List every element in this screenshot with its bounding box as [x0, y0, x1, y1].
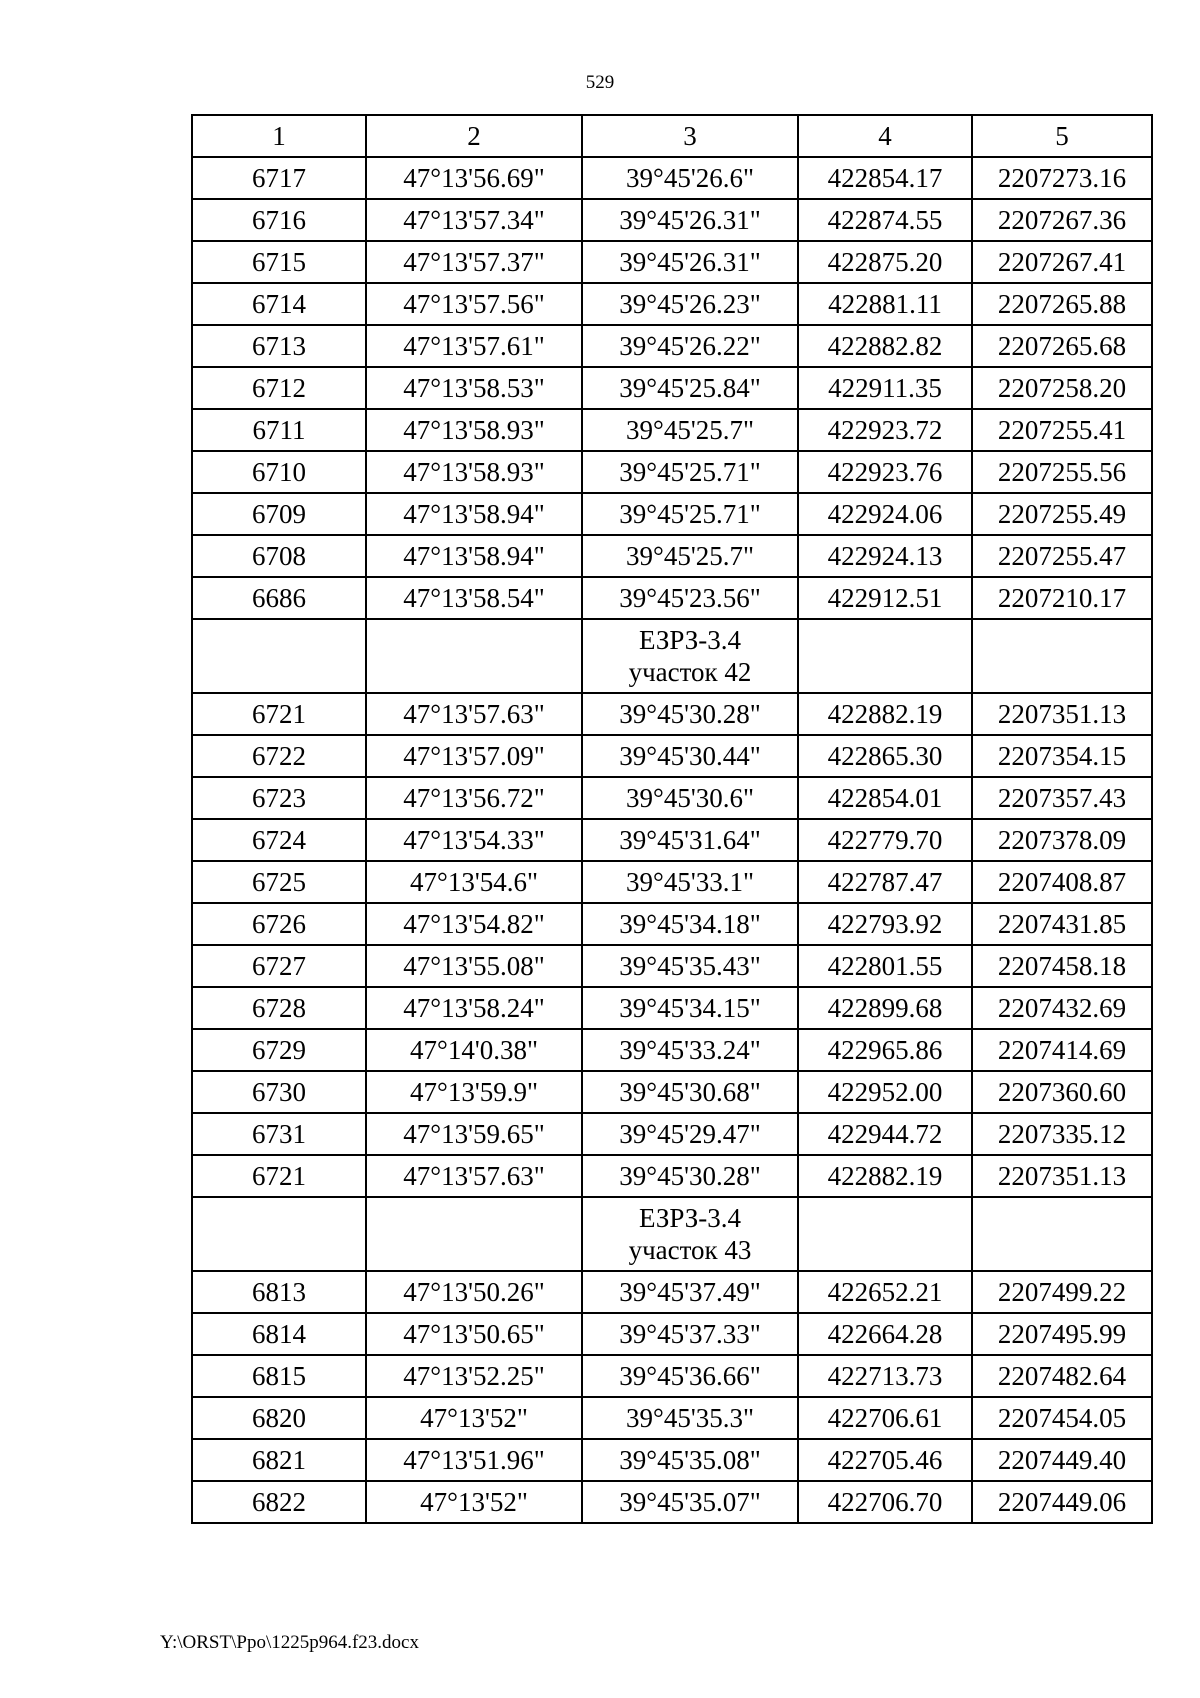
table-cell-col-3: 39°45'25.7" — [582, 535, 798, 577]
table-cell-col-5: 2207495.99 — [972, 1313, 1152, 1355]
footer-file-path: Y:\ORST\Ppo\1225p964.f23.docx — [160, 1632, 419, 1653]
table-cell-col-5: 2207449.06 — [972, 1481, 1152, 1523]
table-cell-col-4: 422713.73 — [798, 1355, 972, 1397]
table-cell-col-5: 2207273.16 — [972, 157, 1152, 199]
table-cell-col-3: 39°45'35.43" — [582, 945, 798, 987]
table-cell-col-2: 47°13'54.33" — [366, 819, 582, 861]
table-cell-col-2: 47°13'57.61" — [366, 325, 582, 367]
table-body — [192, 157, 1152, 1523]
table-cell-col-5: 2207255.49 — [972, 493, 1152, 535]
table-row — [192, 693, 1152, 735]
table-cell-col-4: 422965.86 — [798, 1029, 972, 1071]
header-cell-5: 5 — [972, 115, 1152, 157]
table-row — [192, 1439, 1152, 1481]
empty-cell — [366, 619, 582, 693]
table-cell-col-2: 47°13'57.37" — [366, 241, 582, 283]
table-cell-col-5: 2207255.41 — [972, 409, 1152, 451]
empty-cell — [798, 1197, 972, 1271]
table-cell-col-3: 39°45'35.07" — [582, 1481, 798, 1523]
section-label-cell — [582, 1197, 798, 1271]
table-cell-col-3: 39°45'23.56" — [582, 577, 798, 619]
table-cell-col-2: 47°13'54.6" — [366, 861, 582, 903]
empty-cell — [366, 1197, 582, 1271]
section-header-row — [192, 619, 1152, 693]
section-header-row — [192, 1197, 1152, 1271]
table-cell-col-3: 39°45'30.6" — [582, 777, 798, 819]
table-cell-col-4: 422924.13 — [798, 535, 972, 577]
empty-cell — [972, 1197, 1152, 1271]
table-cell-col-2: 47°13'57.63" — [366, 1155, 582, 1197]
table-cell-col-1: 6716 — [192, 199, 366, 241]
table-cell-col-2: 47°13'58.93" — [366, 451, 582, 493]
page-number: 529 — [585, 72, 615, 93]
table-cell-col-4: 422875.20 — [798, 241, 972, 283]
table-cell-col-4: 422899.68 — [798, 987, 972, 1029]
empty-cell — [798, 619, 972, 693]
table-cell-col-1: 6820 — [192, 1397, 366, 1439]
table-cell-col-5: 2207351.13 — [972, 693, 1152, 735]
table-cell-col-3: 39°45'34.15" — [582, 987, 798, 1029]
table-cell-col-5: 2207449.40 — [972, 1439, 1152, 1481]
table-cell-col-1: 6724 — [192, 819, 366, 861]
table-cell-col-2: 47°13'56.72" — [366, 777, 582, 819]
table-cell-col-5: 2207408.87 — [972, 861, 1152, 903]
table-row — [192, 1113, 1152, 1155]
table-cell-col-4: 422705.46 — [798, 1439, 972, 1481]
table-cell-col-2: 47°13'59.65" — [366, 1113, 582, 1155]
table-row — [192, 451, 1152, 493]
table-row — [192, 1313, 1152, 1355]
table-cell-col-5: 2207378.09 — [972, 819, 1152, 861]
table-row — [192, 1355, 1152, 1397]
table-cell-col-4: 422706.61 — [798, 1397, 972, 1439]
table-cell-col-1: 6721 — [192, 1155, 366, 1197]
table-cell-col-5: 2207458.18 — [972, 945, 1152, 987]
table-cell-col-3: 39°45'30.68" — [582, 1071, 798, 1113]
table-cell-col-2: 47°13'57.34" — [366, 199, 582, 241]
table-cell-col-1: 6711 — [192, 409, 366, 451]
table-cell-col-3: 39°45'30.44" — [582, 735, 798, 777]
table-cell-col-4: 422854.01 — [798, 777, 972, 819]
table-cell-col-3: 39°45'33.24" — [582, 1029, 798, 1071]
table-cell-col-5: 2207267.36 — [972, 199, 1152, 241]
table-row — [192, 945, 1152, 987]
table-cell-col-3: 39°45'31.64" — [582, 819, 798, 861]
section-label-cell — [582, 619, 798, 693]
table-cell-col-4: 422923.76 — [798, 451, 972, 493]
table-cell-col-1: 6815 — [192, 1355, 366, 1397]
table-cell-col-3: 39°45'37.33" — [582, 1313, 798, 1355]
table-row — [192, 283, 1152, 325]
table-row — [192, 777, 1152, 819]
table-cell-col-4: 422779.70 — [798, 819, 972, 861]
table-cell-col-5: 2207255.56 — [972, 451, 1152, 493]
table-cell-col-1: 6712 — [192, 367, 366, 409]
table-cell-col-3: 39°45'34.18" — [582, 903, 798, 945]
table-cell-col-5: 2207335.12 — [972, 1113, 1152, 1155]
table-cell-col-2: 47°13'58.94" — [366, 493, 582, 535]
table-cell-col-2: 47°13'57.63" — [366, 693, 582, 735]
table-cell-col-4: 422952.00 — [798, 1071, 972, 1113]
section-zone-label: ЕЗРЗ-3.4 — [639, 1203, 741, 1233]
section-plot-label: участок 42 — [628, 657, 752, 687]
table-cell-col-5: 2207267.41 — [972, 241, 1152, 283]
table-cell-col-2: 47°13'58.53" — [366, 367, 582, 409]
table-cell-col-2: 47°13'55.08" — [366, 945, 582, 987]
table-cell-col-1: 6715 — [192, 241, 366, 283]
table-cell-col-4: 422787.47 — [798, 861, 972, 903]
table-cell-col-1: 6821 — [192, 1439, 366, 1481]
table-cell-col-1: 6686 — [192, 577, 366, 619]
table-cell-col-1: 6822 — [192, 1481, 366, 1523]
table-cell-col-5: 2207357.43 — [972, 777, 1152, 819]
table-cell-col-3: 39°45'33.1" — [582, 861, 798, 903]
table-cell-col-5: 2207351.13 — [972, 1155, 1152, 1197]
table-cell-col-2: 47°13'50.26" — [366, 1271, 582, 1313]
header-cell-4: 4 — [798, 115, 972, 157]
table-cell-col-5: 2207210.17 — [972, 577, 1152, 619]
table-row — [192, 819, 1152, 861]
table-cell-col-5: 2207482.64 — [972, 1355, 1152, 1397]
table-cell-col-3: 39°45'30.28" — [582, 1155, 798, 1197]
table-cell-col-1: 6714 — [192, 283, 366, 325]
coordinates-table — [191, 114, 1153, 1524]
table-cell-col-4: 422924.06 — [798, 493, 972, 535]
table-cell-col-4: 422801.55 — [798, 945, 972, 987]
table-row — [192, 493, 1152, 535]
table-cell-col-1: 6722 — [192, 735, 366, 777]
table-cell-col-1: 6727 — [192, 945, 366, 987]
table-cell-col-4: 422874.55 — [798, 199, 972, 241]
table-cell-col-5: 2207354.15 — [972, 735, 1152, 777]
table-cell-col-2: 47°13'56.69" — [366, 157, 582, 199]
table-cell-col-3: 39°45'35.08" — [582, 1439, 798, 1481]
table-cell-col-3: 39°45'26.22" — [582, 325, 798, 367]
table-cell-col-2: 47°13'52" — [366, 1481, 582, 1523]
table-cell-col-4: 422706.70 — [798, 1481, 972, 1523]
table-cell-col-1: 6723 — [192, 777, 366, 819]
table-cell-col-3: 39°45'26.23" — [582, 283, 798, 325]
table-cell-col-3: 39°45'26.6" — [582, 157, 798, 199]
table-cell-col-4: 422882.19 — [798, 1155, 972, 1197]
table-cell-col-5: 2207255.47 — [972, 535, 1152, 577]
header-cell-3: 3 — [582, 115, 798, 157]
table-row — [192, 157, 1152, 199]
table-row — [192, 367, 1152, 409]
table-cell-col-2: 47°13'50.65" — [366, 1313, 582, 1355]
table-cell-col-1: 6728 — [192, 987, 366, 1029]
section-plot-label: участок 43 — [628, 1235, 752, 1265]
table-cell-col-5: 2207454.05 — [972, 1397, 1152, 1439]
table-cell-col-2: 47°14'0.38" — [366, 1029, 582, 1071]
header-cell-1: 1 — [192, 115, 366, 157]
table-cell-col-2: 47°13'57.56" — [366, 283, 582, 325]
table-cell-col-3: 39°45'37.49" — [582, 1271, 798, 1313]
table-cell-col-1: 6731 — [192, 1113, 366, 1155]
table-cell-col-1: 6710 — [192, 451, 366, 493]
table-row — [192, 325, 1152, 367]
table-cell-col-4: 422912.51 — [798, 577, 972, 619]
table-cell-col-2: 47°13'58.54" — [366, 577, 582, 619]
table-cell-col-1: 6709 — [192, 493, 366, 535]
table-row — [192, 535, 1152, 577]
table-row — [192, 199, 1152, 241]
table-cell-col-1: 6713 — [192, 325, 366, 367]
table-cell-col-2: 47°13'57.09" — [366, 735, 582, 777]
table-cell-col-3: 39°45'29.47" — [582, 1113, 798, 1155]
table-cell-col-4: 422854.17 — [798, 157, 972, 199]
table-cell-col-2: 47°13'58.93" — [366, 409, 582, 451]
table-cell-col-1: 6729 — [192, 1029, 366, 1071]
table-cell-col-4: 422664.28 — [798, 1313, 972, 1355]
table-cell-col-4: 422881.11 — [798, 283, 972, 325]
table-cell-col-2: 47°13'52" — [366, 1397, 582, 1439]
table-cell-col-4: 422923.72 — [798, 409, 972, 451]
table-cell-col-4: 422944.72 — [798, 1113, 972, 1155]
table-cell-col-2: 47°13'58.24" — [366, 987, 582, 1029]
table-cell-col-5: 2207432.69 — [972, 987, 1152, 1029]
table-row — [192, 735, 1152, 777]
table-cell-col-1: 6730 — [192, 1071, 366, 1113]
table-row — [192, 1397, 1152, 1439]
empty-cell — [192, 1197, 366, 1271]
table-row — [192, 1481, 1152, 1523]
table-row — [192, 1271, 1152, 1313]
table-cell-col-3: 39°45'30.28" — [582, 693, 798, 735]
table-cell-col-4: 422911.35 — [798, 367, 972, 409]
table-cell-col-1: 6725 — [192, 861, 366, 903]
header-cell-2: 2 — [366, 115, 582, 157]
table-cell-col-5: 2207265.68 — [972, 325, 1152, 367]
table-cell-col-2: 47°13'52.25" — [366, 1355, 582, 1397]
table-cell-col-4: 422865.30 — [798, 735, 972, 777]
table-cell-col-3: 39°45'35.3" — [582, 1397, 798, 1439]
table-cell-col-3: 39°45'36.66" — [582, 1355, 798, 1397]
table-cell-col-2: 47°13'51.96" — [366, 1439, 582, 1481]
section-zone-label: ЕЗРЗ-3.4 — [639, 625, 741, 655]
table-cell-col-2: 47°13'54.82" — [366, 903, 582, 945]
table-row — [192, 1155, 1152, 1197]
table-cell-col-5: 2207414.69 — [972, 1029, 1152, 1071]
table-header-row — [192, 115, 1152, 157]
table-cell-col-5: 2207499.22 — [972, 1271, 1152, 1313]
table-cell-col-2: 47°13'58.94" — [366, 535, 582, 577]
table-cell-col-5: 2207265.88 — [972, 283, 1152, 325]
table-row — [192, 1029, 1152, 1071]
table-cell-col-1: 6708 — [192, 535, 366, 577]
table-cell-col-3: 39°45'25.84" — [582, 367, 798, 409]
table-row — [192, 903, 1152, 945]
table-row — [192, 577, 1152, 619]
table-cell-col-1: 6813 — [192, 1271, 366, 1313]
table-cell-col-4: 422882.82 — [798, 325, 972, 367]
table-cell-col-5: 2207431.85 — [972, 903, 1152, 945]
table-cell-col-4: 422793.92 — [798, 903, 972, 945]
empty-cell — [192, 619, 366, 693]
table-cell-col-1: 6726 — [192, 903, 366, 945]
table-cell-col-3: 39°45'25.71" — [582, 493, 798, 535]
table-cell-col-3: 39°45'26.31" — [582, 199, 798, 241]
table-row — [192, 1071, 1152, 1113]
table-row — [192, 987, 1152, 1029]
table-cell-col-2: 47°13'59.9" — [366, 1071, 582, 1113]
table-cell-col-3: 39°45'25.71" — [582, 451, 798, 493]
table-cell-col-1: 6814 — [192, 1313, 366, 1355]
table-row — [192, 861, 1152, 903]
table-cell-col-5: 2207258.20 — [972, 367, 1152, 409]
table-cell-col-4: 422652.21 — [798, 1271, 972, 1313]
table-cell-col-1: 6717 — [192, 157, 366, 199]
empty-cell — [972, 619, 1152, 693]
table-cell-col-3: 39°45'26.31" — [582, 241, 798, 283]
table-row — [192, 409, 1152, 451]
table-cell-col-3: 39°45'25.7" — [582, 409, 798, 451]
table-cell-col-4: 422882.19 — [798, 693, 972, 735]
table-cell-col-5: 2207360.60 — [972, 1071, 1152, 1113]
table-row — [192, 241, 1152, 283]
table-cell-col-1: 6721 — [192, 693, 366, 735]
